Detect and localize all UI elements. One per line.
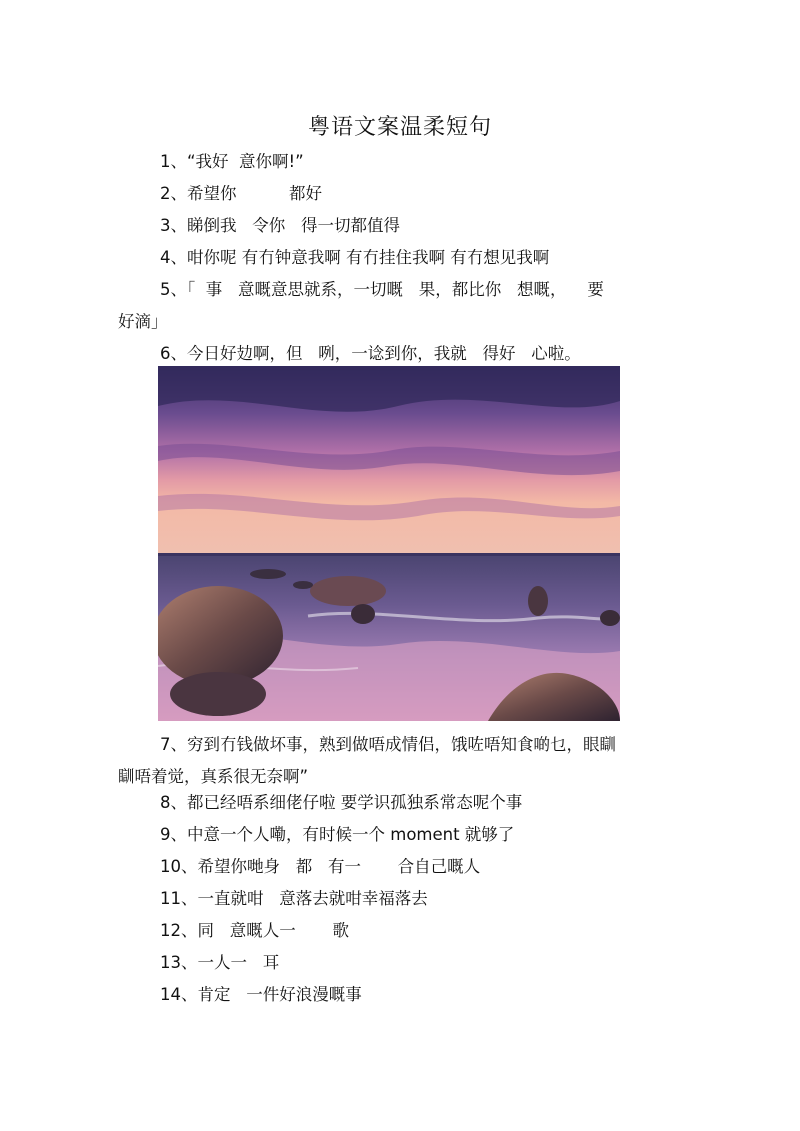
sunset-seascape-photo (158, 366, 620, 721)
document-title: 粤语文案温柔短句 (307, 115, 492, 140)
list-item: 13、一人一 耳 (160, 953, 280, 972)
list-item: 3、睇倒我 令你 得一切都值得 (160, 216, 400, 235)
list-item: 9、中意一个人嘞，有时候一个 moment 就够了 (160, 825, 515, 844)
list-item: 6、今日好攰啊，但 咧，一谂到你，我就 得好 心啦。 (160, 344, 581, 363)
list-item: 14、肯定 一件好浪漫嘅事 (160, 985, 362, 1004)
list-item-line: 5、「 事 意嘅意思就系，一切嘅 果，都比你 想嘅， 要 (160, 280, 604, 299)
list-item (118, 274, 680, 338)
list-item-continuation: 好滴」 (118, 312, 168, 331)
list-item: 10、希望你哋身 都 有一 合自己嘅人 (160, 857, 481, 876)
list-item (118, 729, 680, 793)
list-item: 8、都已经唔系细佬仔啦 要学识孤独系常态呢个事 (160, 793, 523, 812)
list-item: 2、希望你 都好 (160, 184, 322, 203)
list-item: 11、一直就咁 意落去就咁幸福落去 (160, 889, 428, 908)
list-item: 4、咁你呢 有冇钟意我啊 有冇挂住我啊 有冇想见我啊 (160, 248, 550, 267)
list-item: 1、“我好 意你啊!” (160, 152, 304, 171)
list-item: 12、同 意嘅人一 歌 (160, 921, 349, 940)
list-item-line: 7、穷到冇钱做坏事，熟到做唔成情侣，饿咗唔知食啲乜，眼瞓 (160, 735, 616, 754)
list-item-continuation: 瞓唔着觉，真系很无奈啊” (118, 767, 309, 786)
